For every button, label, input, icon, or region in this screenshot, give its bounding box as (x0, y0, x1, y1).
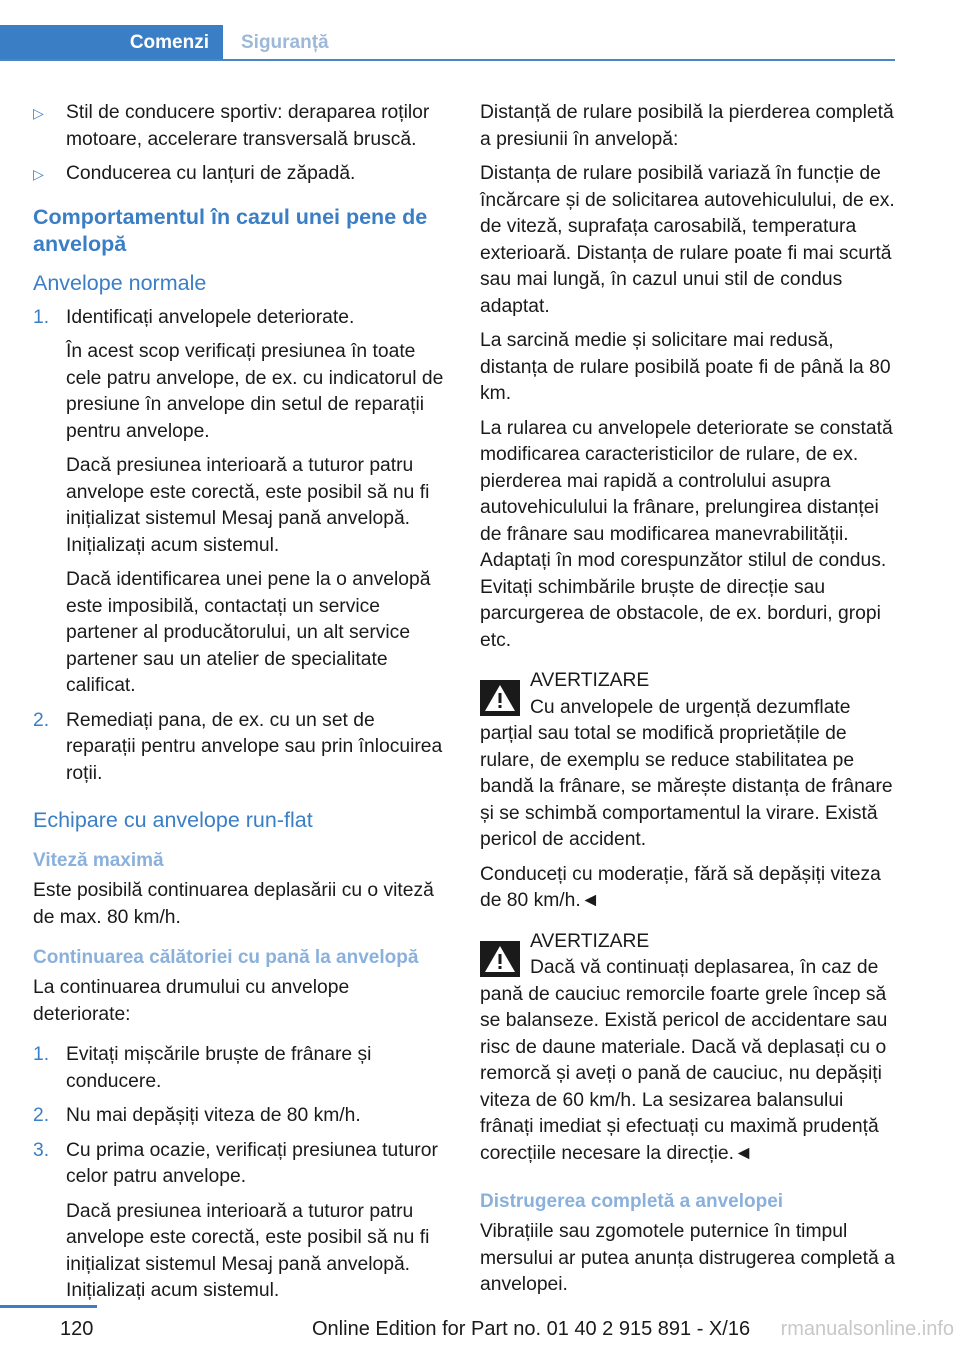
warning-text: parțial sau total se modifică proprietățile de rulare, de exemplu se reduce stabilitatea pe bandă la frânare, se mărește distanța de frânare și se schimbă comportamentul la virare. Există pericol de accident. (480, 723, 893, 850)
step-number: 2. (33, 1105, 50, 1126)
warning-first-line: Dacă vă continuați deplasarea, în caz de (530, 957, 879, 978)
step-number: 2. (33, 709, 50, 731)
footer-rule (0, 1305, 97, 1308)
step-subtext: Dacă presiunea interioară a tuturor patru anvelope este corectă, este posibil să nu fi inițializat sistemul Mesaj pană anvelopă. Inițializați acum sistemul. (66, 455, 430, 556)
list-item (33, 100, 449, 153)
step-text: Nu mai depășiți viteza de 80 km/h. (66, 1105, 361, 1126)
tab-comenzi[interactable]: Comenzi (0, 25, 223, 60)
step-number: 1. (33, 1044, 50, 1065)
step-subtext: Dacă presiunea interioară a tuturor patru anvelope este corectă, este posibil să nu fi inițializat sistemul Mesaj pană anvelopă. Inițializați acum sistemul. (66, 1200, 430, 1301)
paragraph: La rularea cu anvelopele deteriorate se constată modificarea caracteristicilor de rulare, de ex. pierderea mai rapidă a controlului asupra autovehiculului la frânare, prelungirea distanței de frânare sau modificarea manevrabilității. Adaptați în mod corespunzător stilul de condus. Evitați schimbările bruște de direcție sau parcurgerea de obstacole, de ex. borduri, gropi etc. (480, 417, 893, 651)
warning-title: AVERTIZARE (530, 930, 650, 952)
warning-triangle-icon (480, 680, 520, 716)
list-item (33, 161, 449, 188)
warning-box (480, 929, 896, 1168)
warning-first-line: Cu anvelopele de urgență dezumflate (530, 696, 851, 718)
warning-box (480, 668, 896, 854)
paragraph: Conduceți cu moderație, fără să depășiți viteza de 80 km/h.◄ (480, 863, 881, 911)
step-subtext: În acest scop verificați presiunea în toate cele patru anvelope, de ex. cu indicatorul de presiune în anvelope din setul de reparații pentru anvelope. (66, 341, 444, 442)
paragraph: Vibrațiile sau zgomotele puternice în timpul mersului ar putea anunța distrugerea completă a anvelopei. (480, 1221, 895, 1295)
warning-title: AVERTIZARE (530, 670, 650, 691)
step-text: Identificați anvelopele deteriorate. (66, 306, 355, 328)
numbered-item (33, 1138, 449, 1305)
section-heading: Comportamentul în cazul unei pene de anvelopă (33, 204, 428, 256)
paragraph: Distanță de rulare posibilă la pierderea completă a presiunii în anvelopă: (480, 102, 894, 150)
edition-note: Online Edition for Part no. 01 40 2 915 891 - X/16 (312, 1318, 751, 1340)
warning-triangle-icon (480, 941, 520, 977)
bullet-text: Conducerea cu lanțuri de zăpadă. (66, 163, 356, 184)
step-number: 3. (33, 1139, 50, 1161)
paragraph: Distanța de rulare posibilă variază în funcție de încărcare și de solicitarea autovehiculului, de ex. de viteză, suprafața carosabilă, temperatura exterioară. Distanța de rulare poate fi mai scurtă sau mai lungă, în cazul unui stil de condus adaptat. (480, 163, 895, 317)
numbered-item (33, 305, 449, 700)
tab-siguranta[interactable]: Siguranță (241, 32, 329, 53)
subsection-heading: Echipare cu anvelope run-flat (33, 808, 313, 832)
subsection-heading: Anvelope normale (33, 270, 207, 295)
numbered-item (33, 1103, 449, 1130)
paragraph: La sarcină medie și solicitare mai redusă, distanța de rulare posibilă poate fi de până la 80 km. (480, 330, 891, 404)
step-text: Remediați pana, de ex. cu un set de reparații pentru anvelope sau prin înlocuirea roții. (66, 709, 443, 784)
minor-heading: Continuarea călătoriei cu pană la anvelopă (33, 947, 419, 968)
step-text: Cu prima ocazie, verificați presiunea tuturor celor patru anvelope. (66, 1139, 438, 1187)
triangle-bullet-icon: ▷ (33, 105, 44, 121)
minor-heading: Viteză maximă (33, 850, 164, 871)
top-tab-bar (0, 25, 895, 60)
paragraph: Este posibilă continuarea deplasării cu o viteză de max. 80 km/h. (33, 880, 434, 928)
warning-text: pană de cauciuc remorcile foarte grele încep să se balanseze. Există pericol de accidentare sau risc de daune materiale. Dacă vă deplasați cu o remorcă și aveți o pană de cauciuc, nu depășiți viteza de 60 km/h. La sesizarea balansului frânați imediat și efectuați cu maximă prudență corecțiile necesare la direcție.◄ (480, 983, 888, 1164)
step-number: 1. (33, 306, 50, 328)
page-number: 120 (60, 1318, 94, 1340)
watermark-text: rmanualsonline.info (780, 1318, 954, 1340)
right-column (480, 100, 896, 1307)
step-text: Evitați mișcările bruște de frânare și conducere. (66, 1044, 372, 1092)
triangle-bullet-icon: ▷ (33, 166, 44, 182)
step-subtext: Dacă identificarea unei pene la o anvelopă este imposibilă, contactați un service partener al producătorului, un alt service partener sau un atelier de specialitate calificat. (66, 569, 431, 696)
paragraph: La continuarea drumului cu anvelope deteriorate: (33, 977, 350, 1025)
numbered-item (33, 708, 449, 788)
left-column (33, 100, 449, 1313)
tab-underline (0, 59, 895, 61)
numbered-item (33, 1042, 449, 1095)
minor-heading: Distrugerea completă a anvelopei (480, 1191, 784, 1212)
bullet-text: Stil de conducere sportiv: deraparea roților motoare, accelerare transversală bruscă. (66, 102, 430, 150)
